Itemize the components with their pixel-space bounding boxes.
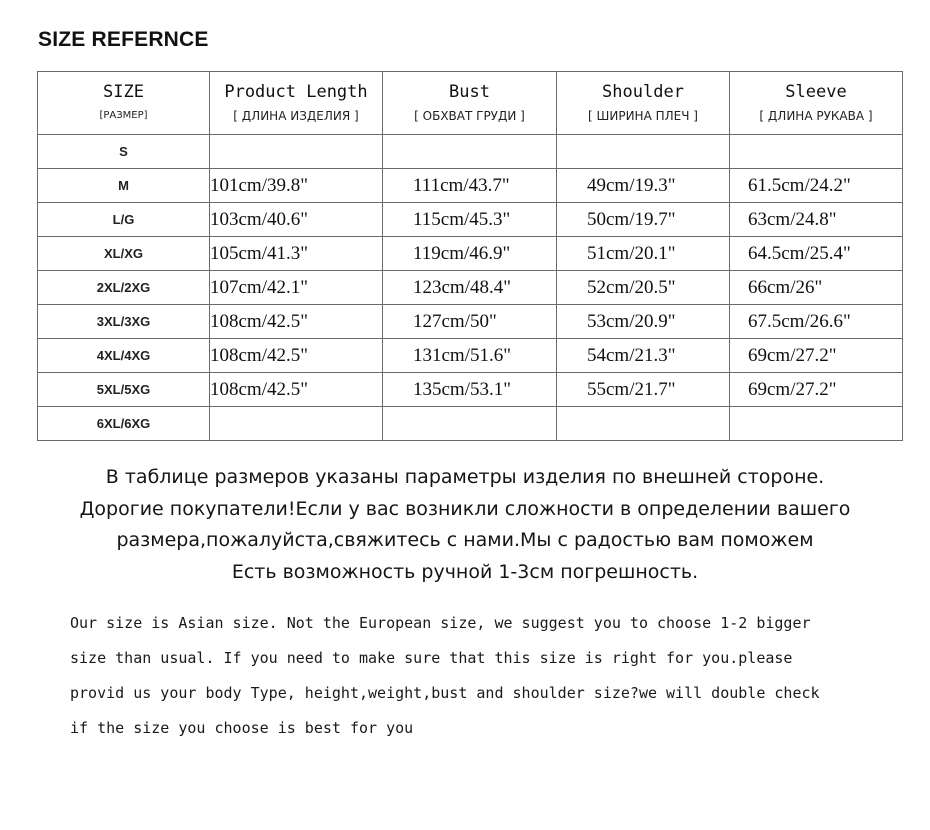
bust-cell: 119cm/46.9" xyxy=(383,237,557,271)
bust-cell: 123cm/48.4" xyxy=(383,271,557,305)
header-size xyxy=(38,72,210,135)
size-table xyxy=(37,71,903,441)
shoulder-cell: 50cm/19.7" xyxy=(557,203,730,237)
header-product-length-label: Product Length xyxy=(224,81,368,102)
size-cell: S xyxy=(38,135,210,169)
header-shoulder-label: Shoulder xyxy=(602,81,684,102)
shoulder-cell: 51cm/20.1" xyxy=(557,237,730,271)
table-row xyxy=(38,305,903,339)
bust-cell: 115cm/45.3" xyxy=(383,203,557,237)
sleeve-cell xyxy=(730,135,903,169)
header-product-length-sublabel: [ ДЛИНА ИЗДЕЛИЯ ] xyxy=(233,108,359,123)
english-note xyxy=(70,606,920,746)
size-cell: 5XL/5XG xyxy=(38,373,210,407)
sleeve-cell: 67.5cm/26.6" xyxy=(730,305,903,339)
header-bust xyxy=(383,72,557,135)
shoulder-cell: 53cm/20.9" xyxy=(557,305,730,339)
russian-note-line: размера,пожалуйста,свяжитесь с нами.Мы с радостью вам поможем xyxy=(116,529,814,551)
sleeve-cell: 64.5cm/25.4" xyxy=(730,237,903,271)
table-header-row xyxy=(38,72,903,135)
bust-cell xyxy=(383,135,557,169)
sleeve-cell: 61.5cm/24.2" xyxy=(730,169,903,203)
header-sleeve-label: Sleeve xyxy=(785,81,847,102)
header-bust-sublabel: [ ОБХВАТ ГРУДИ ] xyxy=(414,108,525,123)
length-cell: 108cm/42.5" xyxy=(210,373,383,407)
english-note-line: Our size is Asian size. Not the European size, we suggest you to choose 1-2 bigger xyxy=(70,614,811,632)
table-row xyxy=(38,237,903,271)
size-cell: XL/XG xyxy=(38,237,210,271)
header-sleeve xyxy=(730,72,903,135)
sleeve-cell: 63cm/24.8" xyxy=(730,203,903,237)
russian-note-line: Дорогие покупатели!Если у вас возникли сложности в определении вашего xyxy=(79,497,851,520)
english-note-line: if the size you choose is best for you xyxy=(70,719,414,737)
length-cell: 108cm/42.5" xyxy=(210,339,383,373)
header-size-sublabel: [РАЗМЕР] xyxy=(99,109,148,121)
sleeve-cell xyxy=(730,407,903,441)
header-product-length xyxy=(210,72,383,135)
shoulder-cell: 55cm/21.7" xyxy=(557,373,730,407)
table-row xyxy=(38,373,903,407)
bust-cell: 131cm/51.6" xyxy=(383,339,557,373)
header-size-label: SIZE xyxy=(103,81,144,102)
table-row xyxy=(38,407,903,441)
shoulder-cell: 49cm/19.3" xyxy=(557,169,730,203)
length-cell: 108cm/42.5" xyxy=(210,305,383,339)
english-note-line: size than usual. If you need to make sure that this size is right for you.please xyxy=(70,649,793,667)
size-cell: M xyxy=(38,169,210,203)
bust-cell: 127cm/50" xyxy=(383,305,557,339)
size-cell: L/G xyxy=(38,203,210,237)
length-cell: 105cm/41.3" xyxy=(210,237,383,271)
russian-note-line: В таблице размеров указаны параметры изделия по внешней стороне. xyxy=(105,466,825,488)
table-row xyxy=(38,169,903,203)
header-sleeve-sublabel: [ ДЛИНА РУКАВА ] xyxy=(759,108,873,123)
shoulder-cell: 52cm/20.5" xyxy=(557,271,730,305)
english-note-line: provid us your body Type, height,weight,bust and shoulder size?we will double check xyxy=(70,684,820,702)
table-row xyxy=(38,203,903,237)
size-cell: 6XL/6XG xyxy=(38,407,210,441)
bust-cell: 135cm/53.1" xyxy=(383,373,557,407)
shoulder-cell xyxy=(557,407,730,441)
header-shoulder xyxy=(557,72,730,135)
size-cell: 2XL/2XG xyxy=(38,271,210,305)
russian-note xyxy=(0,462,930,588)
sleeve-cell: 69cm/27.2" xyxy=(730,339,903,373)
sleeve-cell: 69cm/27.2" xyxy=(730,373,903,407)
sleeve-cell: 66cm/26" xyxy=(730,271,903,305)
table-row xyxy=(38,271,903,305)
shoulder-cell: 54cm/21.3" xyxy=(557,339,730,373)
length-cell: 107cm/42.1" xyxy=(210,271,383,305)
bust-cell: 111cm/43.7" xyxy=(383,169,557,203)
size-cell: 4XL/4XG xyxy=(38,339,210,373)
header-bust-label: Bust xyxy=(449,81,490,102)
header-shoulder-sublabel: [ ШИРИНА ПЛЕЧ ] xyxy=(588,108,698,123)
length-cell xyxy=(210,407,383,441)
shoulder-cell xyxy=(557,135,730,169)
table-row xyxy=(38,135,903,169)
size-cell: 3XL/3XG xyxy=(38,305,210,339)
length-cell: 103cm/40.6" xyxy=(210,203,383,237)
bust-cell xyxy=(383,407,557,441)
length-cell: 101cm/39.8" xyxy=(210,169,383,203)
page-title: SIZE REFERNCE xyxy=(38,28,209,51)
table-row xyxy=(38,339,903,373)
length-cell xyxy=(210,135,383,169)
russian-note-line: Есть возможность ручной 1-3см погрешность. xyxy=(231,560,699,583)
